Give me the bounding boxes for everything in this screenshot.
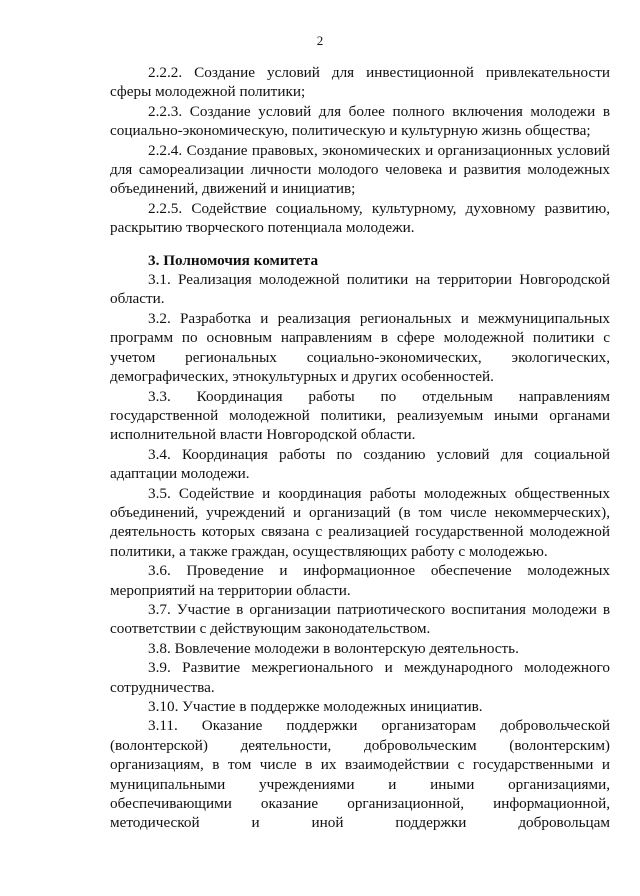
paragraph-2-2-5: 2.2.5. Содействие социальному, культурному, духовному развитию, раскрытию творческого потенциала молодежи.	[110, 199, 610, 237]
document-body	[110, 63, 610, 833]
section-heading: 3. Полномочия комитета	[148, 251, 319, 269]
paragraph-3-6: 3.6. Проведение и информационное обеспечение молодежных мероприятий на территории области.	[110, 562, 610, 599]
paragraph-3-11: 3.11. Оказание поддержки организаторам добровольческой (волонтерской) деятельности, добровольческим (волонтерским) организациям, в том числе в их взаимодействии с государственными и муниципальными учреждениями и иными организациями, обеспечивающими оказание организационной, информационной, методической и иной поддержки добровольцам	[110, 717, 610, 832]
paragraph-3-1: 3.1. Реализация молодежной политики на территории Новгородской области.	[110, 271, 610, 308]
paragraph-2-2-4: 2.2.4. Создание правовых, экономических и организационных условий для самореализации личности молодого человека и развития молодежных объединений, движений и инициатив;	[110, 141, 610, 198]
paragraph-3-2: 3.2. Разработка и реализация региональных и межмуниципальных программ по основным направлениям в сфере молодежной политики с учетом региональных социально-экономических, экологических, демографических, этнокультурных и других особенностей.	[110, 309, 610, 386]
paragraph-3-9: 3.9. Развитие межрегионального и международного молодежного сотрудничества.	[110, 659, 610, 696]
paragraph-3-5: 3.5. Содействие и координация работы молодежных общественных объединений, учреждений и организаций (в том числе некоммерческих), деятельность которых связана с реализацией государственной молодежной политики, а также граждан, осуществляющих работу с молодежью.	[110, 484, 610, 560]
paragraph-3-7: 3.7. Участие в организации патриотического воспитания молодежи в соответствии с действующим законодательством.	[110, 600, 610, 638]
page-number: 2	[316, 33, 324, 48]
paragraph-3-3: 3.3. Координация работы по отдельным направлениям государственной молодежной политики, реализуемым иными органами исполнительной власти Новгородской области.	[110, 387, 610, 444]
paragraph-3-4: 3.4. Координация работы по созданию условий для социальной адаптации молодежи.	[110, 445, 610, 483]
paragraph-2-2-3: 2.2.3. Создание условий для более полного включения молодежи в социально-экономическую, политическую и культурную жизнь общества;	[110, 102, 610, 140]
paragraph-2-2-2: 2.2.2. Создание условий для инвестиционной привлекательности сферы молодежной политики;	[110, 64, 610, 101]
paragraph-3-10: 3.10. Участие в поддержке молодежных инициатив.	[148, 698, 483, 715]
paragraph-3-8: 3.8. Вовлечение молодежи в волонтерскую деятельность.	[148, 639, 519, 657]
